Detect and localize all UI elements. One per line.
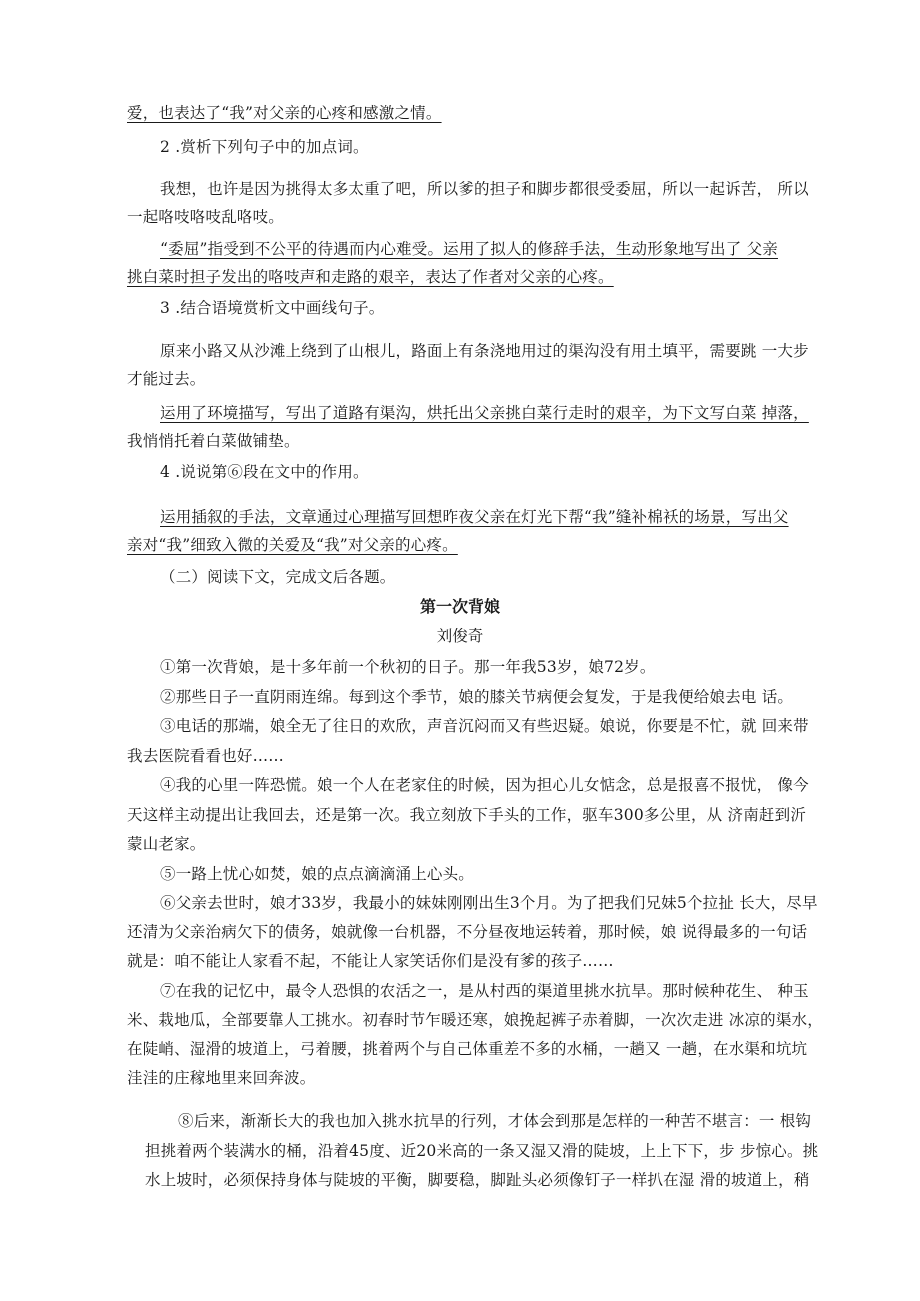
q3-prompt: 3 .结合语境赏析文中画线句子。: [160, 299, 385, 317]
paragraph-3-line1: ③电话的那端，娘全无了往日的欢欣，声音沉闷而又有些迟疑。娘说，你要是不忙，就 回来带: [160, 717, 809, 735]
paragraph-3-line2: 我去医院看看也好……: [127, 747, 285, 765]
paragraph-1: ①第一次背娘，是十多年前一个秋初的日子。那一年我53岁，娘72岁。: [160, 658, 656, 676]
q3-answer-line2: 我悄悄托着白菜做铺垫。: [127, 432, 300, 450]
paragraph-5: ⑤一路上忧心如焚，娘的点点滴滴涌上心头。: [160, 865, 475, 883]
article-author: 刘俊奇: [436, 627, 484, 645]
q2-prompt: 2 .赏析下列句子中的加点词。: [160, 138, 369, 156]
paragraph-6-line3: 就是：咱不能让人家看不起，不能让人家笑话你们是没有爹的孩子……: [127, 952, 614, 970]
q3-answer-line1: 运用了环境描写，写出了道路有渠沟，烘托出父亲挑白菜行走时的艰辛，为下文写白菜 掉落，: [160, 404, 809, 422]
paragraph-6-line1: ⑥父亲去世时，娘才33岁，我最小的妹妹刚刚出生3个月。为了把我们兄妹5个拉扯 长大，尽早: [160, 894, 818, 912]
paragraph-6-line2: 还清为父亲治病欠下的债务，娘就像一台机器，不分昼夜地运转着，那时候，娘 说得最多的一句话: [127, 923, 808, 941]
paragraph-4-line3: 蒙山老家。: [127, 835, 206, 853]
paragraph-8-line1: ⑧后来，渐渐长大的我也加入挑水抗旱的行列，才体会到那是怎样的一种苦不堪言：一 根钩: [178, 1112, 812, 1130]
paragraph-7-line2: 米、栽地瓜，全部要靠人工挑水。初春时节乍暖还寒，娘挽起裤子赤着脚，一次次走进 冰凉的渠水，: [127, 1011, 823, 1029]
paragraph-7-line1: ⑦在我的记忆中，最令人恐惧的农活之一，是从村西的渠道里挑水抗旱。那时候种花生、 种玉: [160, 982, 809, 1000]
q2-quote-line2: 一起咯吱咯吱乱咯吱。: [127, 208, 285, 226]
q2-answer-line1: “委屈”指受到不公平的待遇而内心难受。运用了拟人的修辞手法，生动形象地写出了 父亲: [160, 240, 778, 258]
paragraph-8-line2: 担挑着两个装满水的桶，沿着45度、近20米高的一条又湿又滑的陡坡，上上下下，步 步惊心。挑: [145, 1142, 819, 1160]
q3-quote-line1: 原来小路又从沙滩上绕到了山根儿，路面上有条浇地用过的渠沟没有用土填平，需要跳 一大步: [160, 342, 809, 360]
q3-quote-line2: 才能过去。: [127, 370, 206, 388]
paragraph-2: ②那些日子一直阴雨连绵。每到这个季节，娘的膝关节病便会复发，于是我便给娘去电 话。: [160, 688, 794, 706]
q4-answer-line1: 运用插叙的手法，文章通过心理描写回想昨夜父亲在灯光下帮“我”缝补棉袄的场景，写出父: [160, 508, 789, 526]
q2-answer-line2: 挑白菜时担子发出的咯吱声和走路的艰辛，表达了作者对父亲的心疼。: [127, 268, 614, 286]
paragraph-4-line2: 天这样主动提出让我回去，还是第一次。我立刻放下手头的工作，驱车300多公里，从 济南赶到沂: [127, 806, 807, 824]
paragraph-8-line3: 水上坡时，必须保持身体与陡坡的平衡，脚要稳，脚趾头必须像钉子一样扒在湿 滑的坡道上，稍: [145, 1171, 810, 1189]
paragraph-7-line4: 洼洼的庄稼地里来回奔波。: [127, 1069, 316, 1087]
section2-intro: （二）阅读下文，完成文后各题。: [160, 568, 396, 586]
q4-answer-line2: 亲对“我”细致入微的关爱及“我”对父亲的心疼。: [127, 536, 458, 554]
paragraph-7-line3: 在陡峭、湿滑的坡道上，弓着腰，挑着两个与自己体重差不多的水桶，一趟又 一趟，在水渠和坑坑: [127, 1040, 808, 1058]
q2-quote-line1: 我想，也许是因为挑得太多太重了吧，所以爹的担子和脚步都很受委屈，所以一起诉苦， 所以: [160, 180, 809, 198]
paragraph-4-line1: ④我的心里一阵恐慌。娘一个人在老家住的时候，因为担心儿女惦念，总是报喜不报忧， 像今: [160, 776, 809, 794]
answer1-line1: 爱，也表达了“我”对父亲的心疼和感激之情。: [127, 104, 442, 122]
article-title: 第一次背娘: [419, 597, 500, 616]
q4-prompt: 4 .说说第⑥段在文中的作用。: [160, 463, 369, 481]
